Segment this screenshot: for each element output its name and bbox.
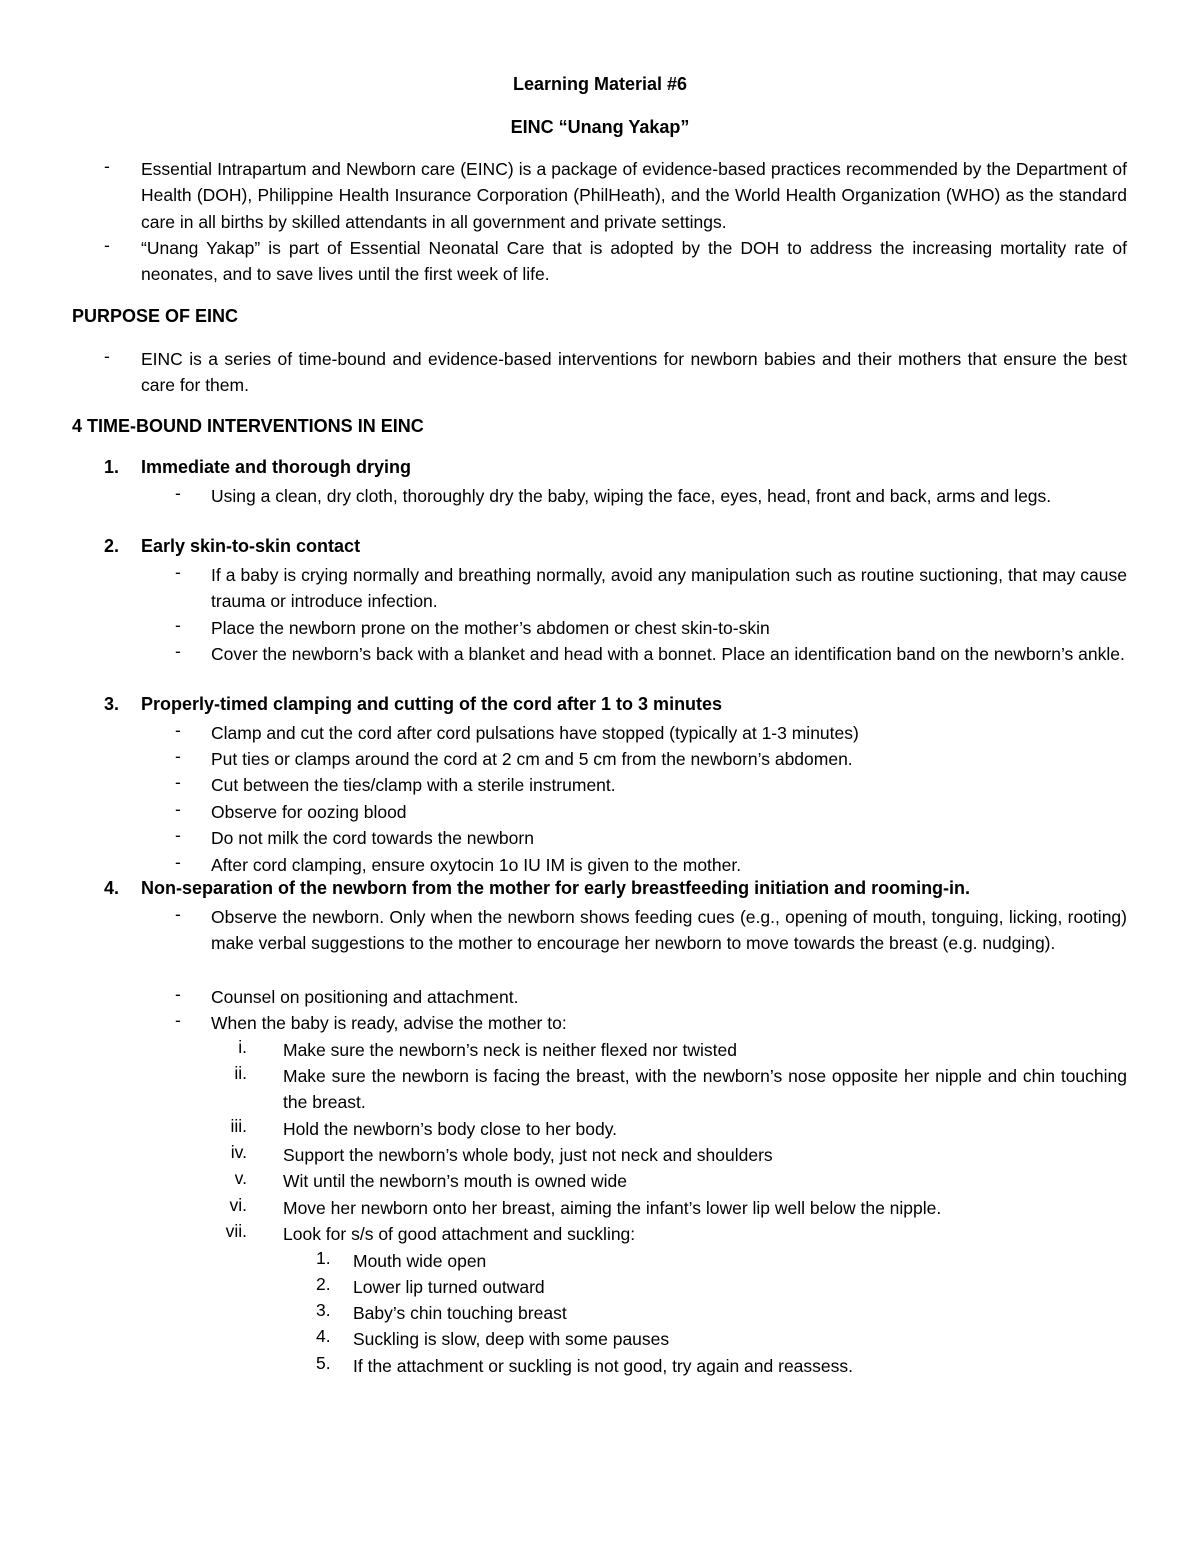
roman-marker: iv. — [230, 1142, 247, 1162]
roman-marker: v. — [234, 1168, 247, 1188]
dash-marker: - — [175, 904, 181, 924]
step-title: Properly-timed clamping and cutting of the cord after 1 to 3 minutes — [141, 694, 723, 714]
dash-marker: - — [175, 1010, 181, 1030]
step-number: 1. — [104, 457, 120, 477]
step-title: Early skin-to-skin contact — [141, 536, 361, 556]
dash-marker: - — [175, 984, 181, 1004]
bullet-text: Counsel on positioning and attachment. — [211, 987, 519, 1007]
sign-text: Lower lip turned outward — [353, 1277, 545, 1297]
purpose-heading: PURPOSE OF EINC — [72, 306, 239, 326]
step-title: Immediate and thorough drying — [141, 457, 412, 477]
bullet-text: Using a clean, dry cloth, thoroughly dry the baby, wiping the face, eyes, head, front and back, arms and legs. — [211, 486, 1052, 506]
bullet-text: Do not milk the cord towards the newborn — [211, 828, 534, 848]
roman-marker: vii. — [225, 1221, 247, 1241]
intro-text: “Unang Yakap” is part of Essential Neonatal Care that is adopted by the DOH to address the increasing mortality rate of neonates, and to save lives until the first week of life. — [141, 238, 1127, 285]
roman-text: Look for s/s of good attachment and suckling: — [283, 1224, 636, 1244]
sign-number: 3. — [316, 1300, 331, 1320]
roman-text: Make sure the newborn’s neck is neither flexed nor twisted — [283, 1040, 737, 1060]
bullet-text: Observe the newborn. Only when the newborn shows feeding cues (e.g., opening of mouth, tonguing, licking, rooting) make verbal suggestions to the mother to encourage her newborn to move towards the breast (e.g. nudging). — [211, 907, 1127, 954]
document-title: Learning Material #6 — [512, 74, 688, 94]
roman-text: Wit until the newborn’s mouth is owned wide — [283, 1171, 628, 1191]
purpose-text: EINC is a series of time-bound and evidence-based interventions for newborn babies and their mothers that ensure the best care for them. — [141, 349, 1127, 396]
document-subtitle: EINC “Unang Yakap” — [510, 117, 690, 137]
dash-marker: - — [175, 772, 181, 792]
dash-marker: - — [104, 156, 110, 176]
step-number: 3. — [104, 694, 120, 714]
dash-marker: - — [175, 746, 181, 766]
sign-number: 4. — [316, 1326, 331, 1346]
sign-number: 1. — [316, 1248, 331, 1268]
sign-text: Baby’s chin touching breast — [353, 1303, 567, 1323]
bullet-text: When the baby is ready, advise the mother to: — [211, 1013, 567, 1033]
interventions-heading: 4 TIME-BOUND INTERVENTIONS IN EINC — [72, 416, 424, 436]
bullet-text: Cover the newborn’s back with a blanket and head with a bonnet. Place an identification band on the newborn’s ankle. — [211, 644, 1125, 664]
bullet-text: Clamp and cut the cord after cord pulsations have stopped (typically at 1-3 minutes) — [211, 723, 859, 743]
roman-text: Support the newborn’s whole body, just not neck and shoulders — [283, 1145, 773, 1165]
sign-text: Suckling is slow, deep with some pauses — [353, 1329, 670, 1349]
bullet-text: Place the newborn prone on the mother’s abdomen or chest skin-to-skin — [211, 618, 770, 638]
dash-marker: - — [175, 641, 181, 661]
roman-text: Hold the newborn’s body close to her body. — [283, 1119, 618, 1139]
step-number: 2. — [104, 536, 120, 556]
roman-marker: iii. — [230, 1116, 247, 1136]
dash-marker: - — [104, 235, 110, 255]
sign-number: 5. — [316, 1353, 331, 1373]
roman-marker: i. — [238, 1037, 247, 1057]
bullet-text: Put ties or clamps around the cord at 2 cm and 5 cm from the newborn’s abdomen. — [211, 749, 853, 769]
bullet-text: Cut between the ties/clamp with a sterile instrument. — [211, 775, 616, 795]
roman-text: Move her newborn onto her breast, aiming the infant’s lower lip well below the nipple. — [283, 1198, 942, 1218]
roman-marker: vi. — [229, 1195, 247, 1215]
dash-marker: - — [175, 562, 181, 582]
bullet-text: If a baby is crying normally and breathing normally, avoid any manipulation such as routine suctioning, that may cause trauma or introduce infection. — [211, 565, 1127, 612]
roman-text: Make sure the newborn is facing the breast, with the newborn’s nose opposite her nipple and chin touching the breast. — [283, 1066, 1127, 1113]
sign-text: Mouth wide open — [353, 1251, 487, 1271]
intro-text: Essential Intrapartum and Newborn care (EINC) is a package of evidence-based practices recommended by the Department of Health (DOH), Philippine Health Insurance Corporation (PhilHeath), and the World Health Organization (WHO) as the standard care in all births by skilled attendants in all government and private settings. — [141, 159, 1127, 232]
dash-marker: - — [175, 852, 181, 872]
dash-marker: - — [175, 799, 181, 819]
roman-marker: ii. — [234, 1063, 247, 1083]
sign-text: If the attachment or suckling is not good, try again and reassess. — [353, 1356, 853, 1376]
dash-marker: - — [175, 720, 181, 740]
sign-number: 2. — [316, 1274, 331, 1294]
step-number: 4. — [104, 878, 120, 898]
bullet-text: Observe for oozing blood — [211, 802, 407, 822]
dash-marker: - — [175, 615, 181, 635]
dash-marker: - — [175, 483, 181, 503]
dash-marker: - — [175, 825, 181, 845]
step-title: Non-separation of the newborn from the mother for early breastfeeding initiation and rooming-in. — [141, 878, 971, 898]
bullet-text: After cord clamping, ensure oxytocin 1o IU IM is given to the mother. — [211, 855, 742, 875]
dash-marker: - — [104, 346, 110, 366]
